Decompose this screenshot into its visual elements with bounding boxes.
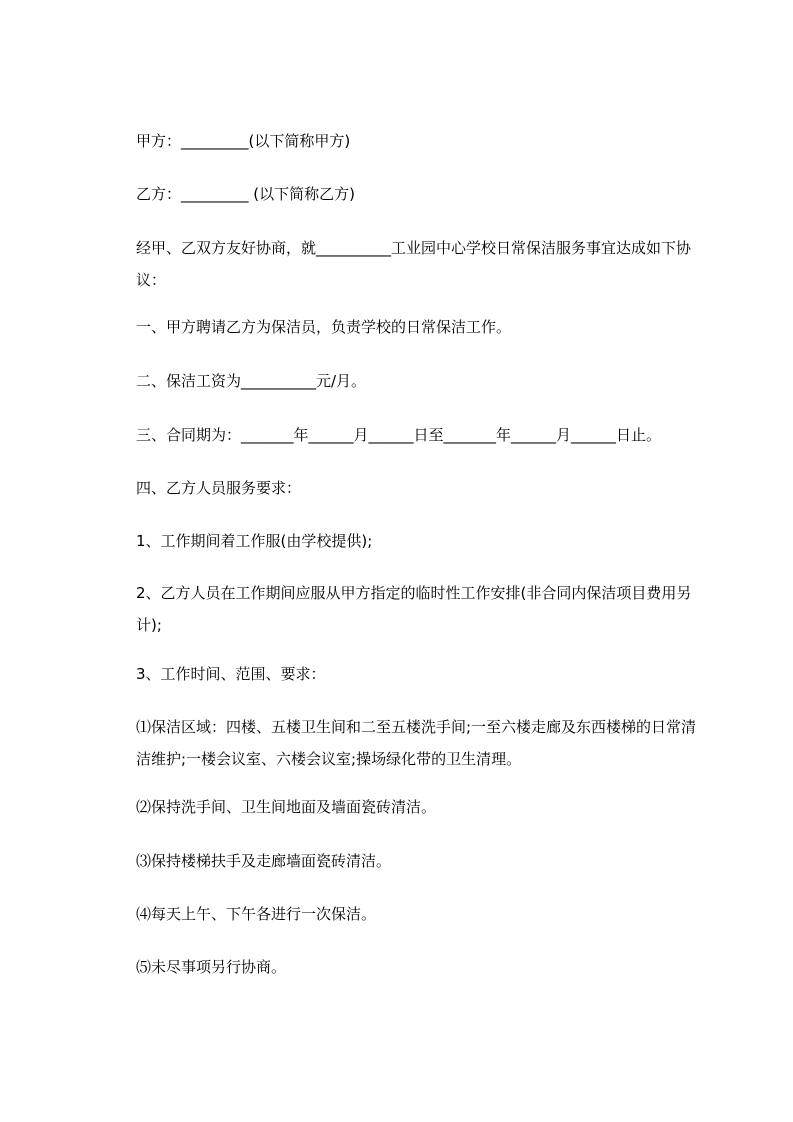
clause-3: 三、合同期为：_______年______月______日至_______年______月______日止。 xyxy=(136,426,662,444)
sub-item-5: ⑸未尽事项另行协商。 xyxy=(136,958,287,976)
requirement-2: 2、乙方人员在工作期间应服从甲方指定的临时性工作安排(非合同内保洁项目费用另计); xyxy=(136,584,692,634)
sub-item-2: ⑵保持洗手间、卫生间地面及墙面瓷砖清洁。 xyxy=(136,798,437,816)
requirement-1: 1、工作期间着工作服(由学校提供); xyxy=(136,532,373,550)
clause-1: 一、甲方聘请乙方为保洁员，负责学校的日常保洁工作。 xyxy=(136,318,512,336)
clause-2: 二、保洁工资为__________元/月。 xyxy=(136,372,367,390)
party-a-line: 甲方：_________(以下简称甲方) xyxy=(136,132,351,150)
sub-item-1: ⑴保洁区域：四楼、五楼卫生间和二至五楼洗手间;一至六楼走廊及东西楼梯的日常清洁维护;一楼会议室、六楼会议室;操场绿化带的卫生清理。 xyxy=(136,718,697,768)
sub-item-4: ⑷每天上午、下午各进行一次保洁。 xyxy=(136,905,377,923)
intro-paragraph: 经甲、乙双方友好协商，就__________工业园中心学校日常保洁服务事宜达成如下协议： xyxy=(136,239,692,289)
clause-4: 四、乙方人员服务要求： xyxy=(136,479,302,497)
requirement-3: 3、工作时间、范围、要求： xyxy=(136,665,326,683)
sub-item-3: ⑶保持楼梯扶手及走廊墙面瓷砖清洁。 xyxy=(136,852,392,870)
party-b-line: 乙方：_________ (以下简称乙方) xyxy=(136,185,355,203)
